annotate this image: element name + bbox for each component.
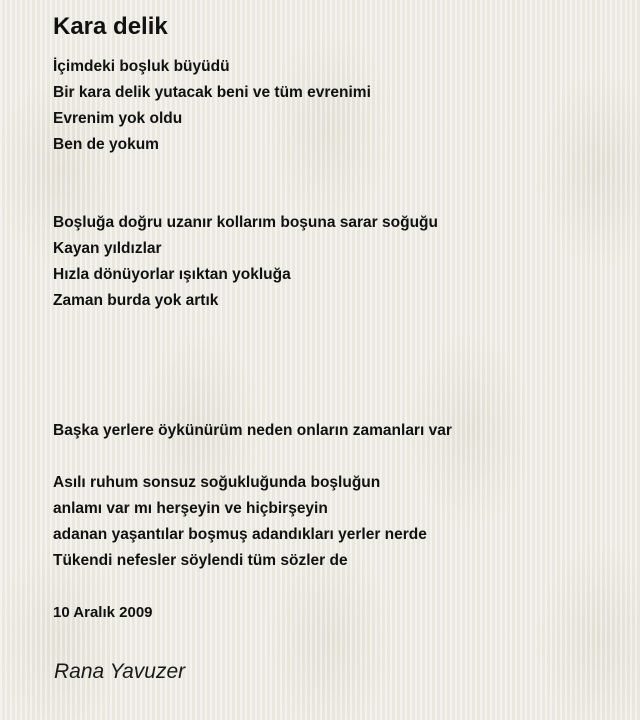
poem-line: Zaman burda yok artık: [53, 292, 219, 309]
poem-line: Kayan yıldızlar: [53, 240, 162, 257]
poem-line: Bir kara delik yutacak beni ve tüm evrenimi: [53, 84, 371, 101]
poem-container: [53, 10, 623, 626]
poem-line: anlamı var mı herşeyin ve hiçbirşeyin: [53, 500, 328, 517]
stanza-2: [53, 210, 623, 314]
stanza-3: [53, 418, 623, 444]
poem-author[interactable]: Rana Yavuzer: [54, 660, 186, 683]
stanza-4: [53, 470, 623, 574]
stanza-gap: [53, 444, 623, 470]
poem-title: Kara delik: [53, 13, 168, 40]
poem-line: Evrenim yok oldu: [53, 110, 183, 127]
stanza-gap: [53, 158, 623, 210]
poem-line: Başka yerlere öykünürüm neden onların zamanları var: [53, 422, 452, 439]
poem-date: 10 Aralık 2009: [53, 604, 153, 621]
poem-line: Tükendi nefesler söylendi tüm sözler de: [53, 552, 348, 569]
poem-line: Ben de yokum: [53, 136, 159, 153]
poem-line: Boşluğa doğru uzanır kollarım boşuna sarar soğuğu: [53, 214, 438, 231]
stanza-gap: [53, 314, 623, 418]
poem-line: İçimdeki boşluk büyüdü: [53, 58, 230, 75]
stanza-1: [53, 54, 623, 158]
poem-line: adanan yaşantılar boşmuş adandıkları yerler nerde: [53, 526, 427, 543]
poem-line: Asılı ruhum sonsuz soğukluğunda boşluğun: [53, 474, 381, 491]
poem-line: Hızla dönüyorlar ışıktan yokluğa: [53, 266, 291, 283]
